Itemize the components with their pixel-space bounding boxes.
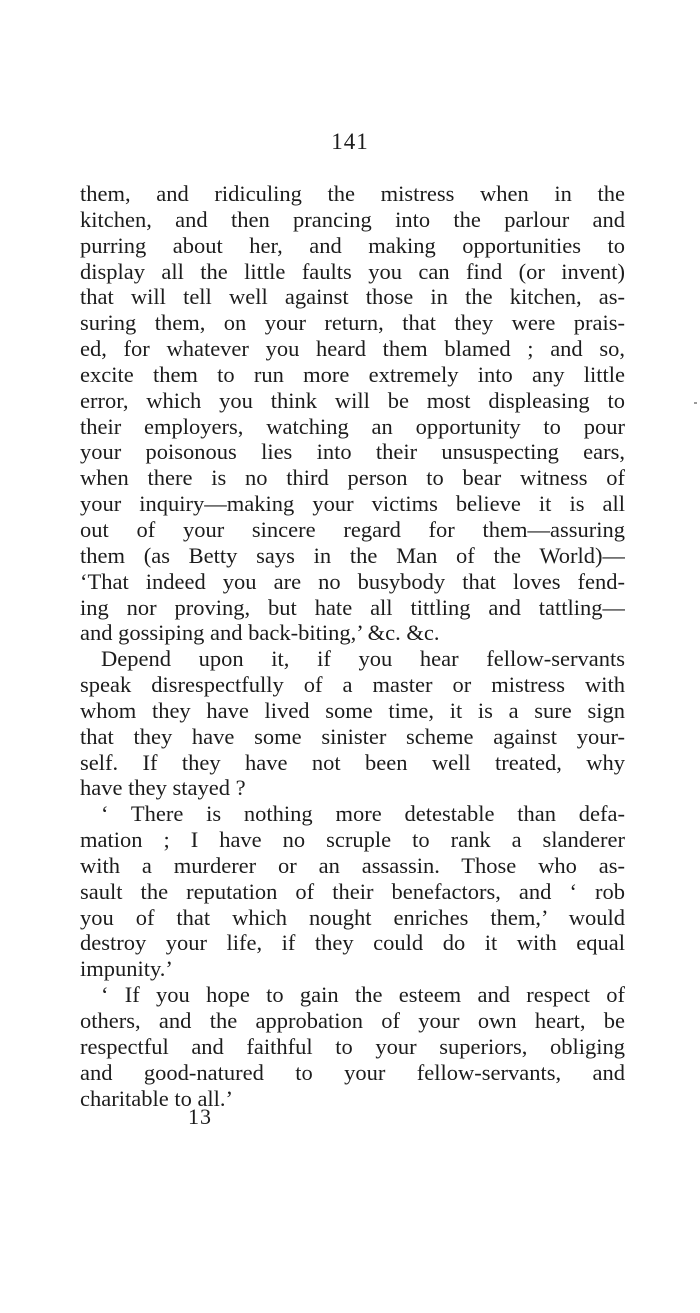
text-line: display all the little faults you can find (or invent) <box>80 258 625 284</box>
text-line: them, and ridiculing the mistress when in the <box>80 181 625 206</box>
text-line: you of that which nought enriches them,’ would <box>80 904 625 930</box>
text-line: when there is no third person to bear witness of <box>80 465 625 491</box>
text-line: mation ; I have no scruple to rank a slanderer <box>80 827 625 853</box>
text-line: ‘That indeed you are no busybody that loves fend- <box>80 568 625 594</box>
text-line: and good-natured to your fellow-servants, and <box>80 1059 625 1085</box>
page-number: 141 <box>331 129 369 154</box>
text-line: their employers, watching an opportunity to pour <box>80 413 625 439</box>
text-line: error, which you think will be most displeasing to <box>80 387 625 413</box>
text-line: your inquiry—making your victims believe it is all <box>80 491 625 517</box>
text-line: self. If they have not been well treated, why <box>80 749 625 775</box>
text-line: ‘ If you hope to gain the esteem and respect of <box>101 982 625 1008</box>
text-line: Depend upon it, if you hear fellow-servants <box>101 646 625 672</box>
text-line: suring them, on your return, that they were prais- <box>80 310 625 336</box>
signature-mark: 13 <box>188 1104 212 1129</box>
text-line: sault the reputation of their benefactors, and ‘ rob <box>80 878 625 904</box>
text-line: destroy your life, if they could do it with equal <box>80 930 625 956</box>
text-line: that they have some sinister scheme against your- <box>80 723 625 749</box>
text-line: out of your sincere regard for them—assuring <box>80 516 625 542</box>
text-line: ‘ There is nothing more detestable than defa- <box>101 801 625 827</box>
text-line: kitchen, and then prancing into the parlour and <box>80 206 625 232</box>
text-line: ed, for whatever you heard them blamed ; and so, <box>80 336 625 362</box>
text-line: others, and the approbation of your own heart, be <box>80 1008 625 1033</box>
text-line: ing nor proving, but hate all tittling and tattling— <box>80 594 625 620</box>
text-line: speak disrespectfully of a master or mistress with <box>80 672 625 698</box>
text-line: that will tell well against those in the kitchen, as- <box>80 284 625 310</box>
text-line: them (as Betty says in the Man of the World)— <box>80 542 625 568</box>
text-line: whom they have lived some time, it is a sure sign <box>80 697 625 723</box>
text-line: charitable to all.’ <box>80 1085 234 1111</box>
text-line: with a murderer or an assassin. Those who as- <box>80 852 625 878</box>
margin-speck <box>694 402 697 404</box>
text-line: and gossiping and back-biting,’ &c. &c. <box>80 620 440 646</box>
text-line: excite them to run more extremely into any little <box>80 361 625 387</box>
text-line: impunity.’ <box>80 956 173 982</box>
text-line: your poisonous lies into their unsuspecting ears, <box>80 439 625 465</box>
body-text <box>80 181 625 1111</box>
text-line: respectful and faithful to your superiors, obliging <box>80 1033 625 1059</box>
text-line: have they stayed ? <box>80 775 246 801</box>
text-line: purring about her, and making opportunities to <box>80 232 625 258</box>
